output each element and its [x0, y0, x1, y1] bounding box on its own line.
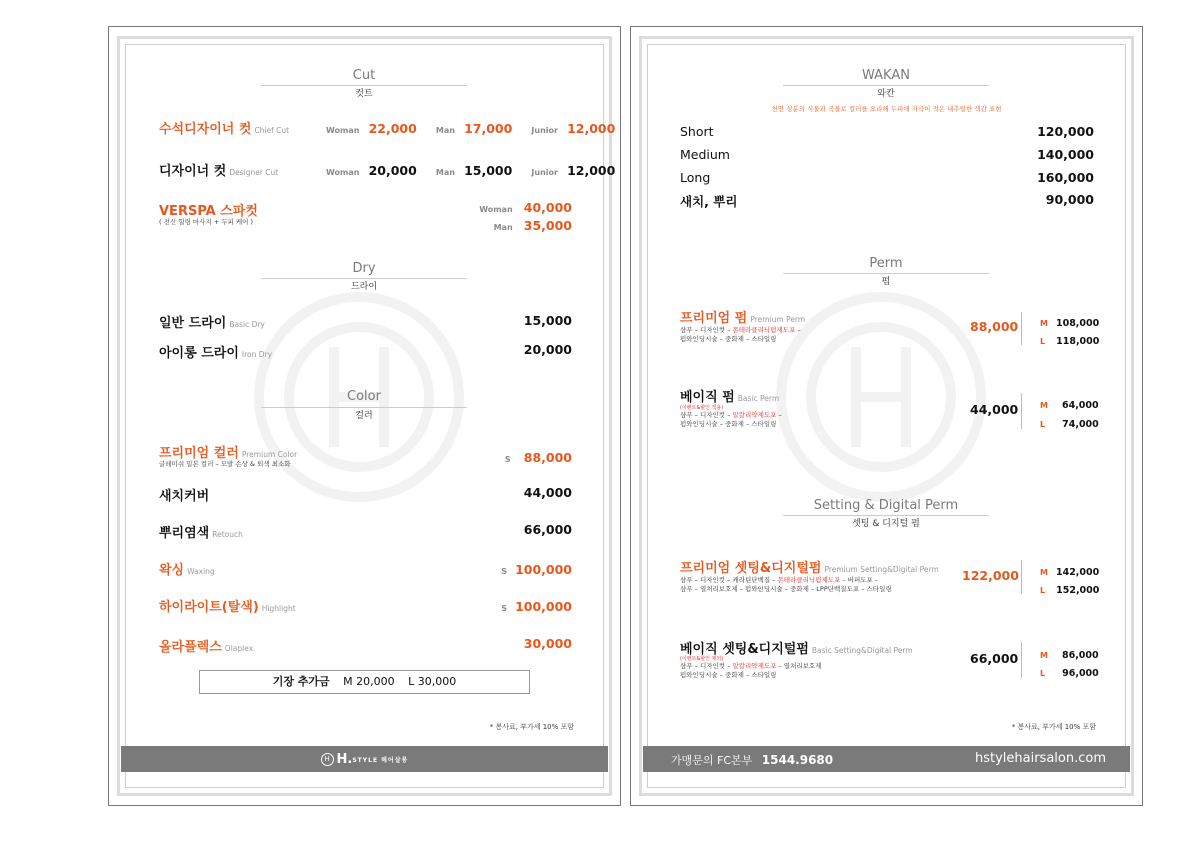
logo-emblem-icon: H [321, 753, 334, 766]
cut-section-title: Cut [352, 68, 376, 83]
olaplex-item: 올라플렉스 Olaplex [159, 640, 254, 655]
olaplex-price: 30,000 [523, 636, 572, 651]
basic-perm-steps-2: 펌와인딩시술 – 중화제 – 스타일링 [680, 420, 777, 428]
wakan-item-price: 140,000 [1037, 147, 1094, 162]
cut-section-subtitle: 컷트 [355, 89, 373, 99]
dry-section-subtitle: 드라이 [350, 282, 378, 292]
premium-setting-steps-2: 샴푸 – 열처리보호제 – 펌와인딩시술 – 중화제 – LPP단백질도포 – 스타일링 [680, 585, 892, 593]
waxing-item: 왁싱 Waxing [159, 563, 215, 578]
iron-dry-price: 20,000 [523, 342, 572, 357]
length-surcharge-box: 기장 추가금 M 20,000 L 30,000 [199, 670, 530, 694]
premium-perm-l-price: L 118,000 [1040, 336, 1100, 347]
premium-setting-l-price: L 152,000 [1040, 585, 1100, 596]
verspa-man-price: Man 35,000 [493, 218, 572, 233]
divider [1021, 312, 1022, 345]
website-link[interactable]: hstylehairsalon.com [974, 751, 1106, 766]
setting-section-subtitle: 셋팅 & 디지털 펌 [852, 519, 920, 529]
divider [1021, 642, 1022, 678]
basic-perm-steps: 샴푸 – 디자인컷 – 알칼리약제도포 – [680, 411, 782, 419]
menu-page-right [630, 26, 1143, 806]
wakan-section-subtitle: 와칸 [877, 89, 895, 99]
wakan-item-price: 160,000 [1037, 170, 1094, 185]
wakan-description: 천연 성분의 식물과 곡물로 컬러를 요리해 두피에 자극이 적은 내추럴한 색감 표현 [771, 105, 1002, 113]
highlight-item: 하이라이트(탈색) Highlight [159, 600, 296, 615]
dry-section-title: Dry [352, 261, 376, 276]
premium-setting-m-price: M 142,000 [1040, 567, 1100, 578]
premium-setting-price: 122,000 [962, 568, 1019, 583]
basic-setting-steps: 샴푸 – 디자인컷 – 알칼리약제도포 – 열처리보호제 [680, 662, 822, 670]
premium-perm-steps-2: 펌와인딩시술 – 중화제 – 스타일링 [680, 335, 777, 343]
premium-perm-m-price: M 108,000 [1040, 318, 1100, 329]
tax-note: * 봉사료, 부가세 10% 포함 [489, 723, 574, 731]
gray-cover-price: 44,000 [523, 485, 572, 500]
menu-page-left [108, 26, 621, 806]
basic-perm-m-price: M 64,000 [1040, 400, 1099, 411]
designer-cut-item: 디자이너 컷 Designer Cut [159, 164, 279, 179]
wakan-item-price: 120,000 [1037, 124, 1094, 139]
premium-perm-steps: 샴푸 – 디자인컷 – 몬테라클리닉펌제도포 – [680, 326, 801, 334]
wakan-item-name: Long [680, 170, 711, 185]
basic-dry-price: 15,000 [523, 313, 572, 328]
basic-setting-price: 66,000 [970, 651, 1019, 666]
highlight-price: S 100,000 [501, 599, 572, 614]
basic-setting-l-price: L 96,000 [1040, 668, 1099, 679]
franchise-contact: 가맹문의 FC본부 1544.9680 [671, 753, 834, 767]
basic-setting-steps-2: 펌와인딩시술 – 중화제 – 스타일링 [680, 671, 777, 679]
chief-cut-item: 수석디자이너 컷 Chief Cut [159, 122, 290, 137]
footer-logo: H H.STYLE 헤어살롱 [121, 752, 608, 767]
wakan-item-name: Medium [680, 147, 730, 162]
color-section-subtitle: 컬러 [355, 411, 373, 421]
verspa-note: ( 전신 힐링 마사지 + 두피 케어 ) [159, 218, 254, 226]
verspa-woman-price: Woman 40,000 [479, 200, 572, 215]
footer-bar [121, 746, 608, 772]
wakan-item-name: Short [680, 124, 714, 139]
designer-cut-prices: Woman 20,000 Man 15,000 Junior 12,000 [326, 163, 616, 178]
waxing-price: S 100,000 [501, 562, 572, 577]
basic-setting-tag: (이벤트&할인 제외) [680, 656, 724, 662]
basic-perm-l-price: L 74,000 [1040, 419, 1099, 430]
basic-perm-item: 베이직 펌 Basic Perm [680, 390, 780, 405]
footer-bar [643, 746, 1130, 772]
basic-dry-item: 일반 드라이 Basic Dry [159, 316, 265, 331]
premium-perm-item: 프리미엄 펌 Premium Perm [680, 311, 806, 326]
premium-color-item: 프리미엄 컬러 Premium Color [159, 446, 298, 461]
basic-setting-item: 베이직 셋팅&디지털펌 Basic Setting&Digital Perm [680, 642, 913, 657]
premium-color-note: 글레미쉬 밀본 컬러 – 모발 손상 & 퇴색 최소화 [159, 460, 291, 468]
premium-setting-item: 프리미엄 셋팅&디지털펌 Premium Setting&Digital Perm [680, 561, 939, 576]
wakan-item-name: 새치, 뿌리 [680, 194, 738, 209]
iron-dry-item: 아이롱 드라이 Iron Dry [159, 346, 273, 361]
gray-cover-item: 새치커버 [159, 489, 210, 504]
premium-perm-price: 88,000 [970, 319, 1019, 334]
perm-section-subtitle: 펌 [881, 277, 891, 287]
verspa-cut-item: VERSPA 스파컷 [159, 204, 258, 219]
wakan-item-price: 90,000 [1045, 192, 1094, 207]
perm-section-title: Perm [869, 256, 903, 271]
tax-note: * 봉사료, 부가세 10% 포함 [1011, 723, 1096, 731]
wakan-section-title: WAKAN [862, 68, 910, 83]
retouch-item: 뿌리염색 Retouch [159, 526, 243, 541]
divider [1021, 393, 1022, 429]
premium-setting-steps: 샴푸 – 디자인컷 – 케라틴단백질 – 몬테라클리닉펌제도포 – 버퍼도포 – [680, 576, 879, 584]
basic-perm-price: 44,000 [970, 402, 1019, 417]
color-section-title: Color [347, 389, 381, 404]
premium-color-price: S 88,000 [504, 450, 572, 465]
basic-setting-m-price: M 86,000 [1040, 650, 1099, 661]
chief-cut-prices: Woman 22,000 Man 17,000 Junior 12,000 [326, 121, 616, 136]
divider [1021, 560, 1022, 594]
basic-perm-tag: (이벤트&할인 적용) [680, 405, 724, 411]
retouch-price: 66,000 [523, 522, 572, 537]
setting-section-title: Setting & Digital Perm [813, 498, 959, 513]
